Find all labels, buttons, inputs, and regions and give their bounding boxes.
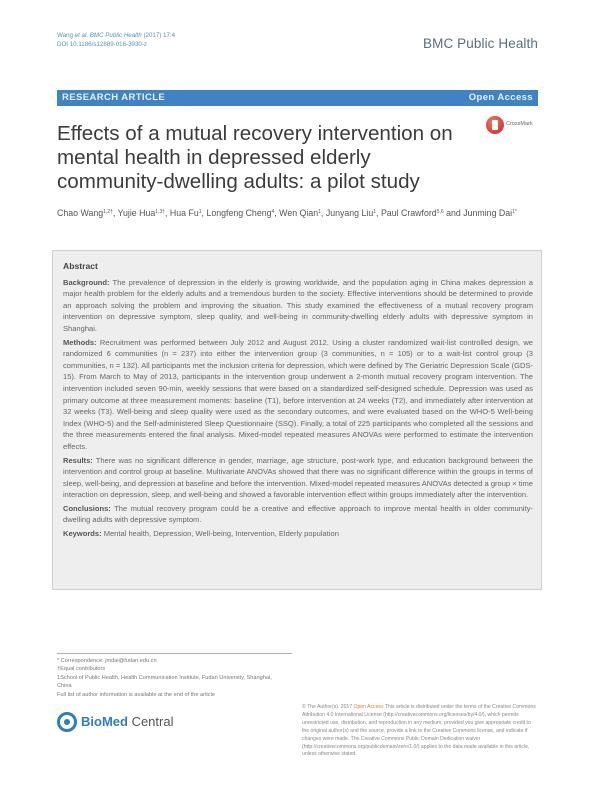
citation-journal: et al. BMC Public Health [74,32,142,39]
abstract-results: Results: There was no significant difference in gender, marriage, age structure, post-work type, and education background between the intervention and control group at baseline. Multivariate ANOVAs showed that there was no significant difference within the groups in terms of sleep, well-being, and depression at baseline and before the intervention. Mixed-model repeated measures ANOVAs detected a group × time interaction on depression, sleep, and well-being and showed a favorable intervention effect within groups immediately after the intervention. [63,455,533,500]
author-affiliation-marker: 1,2† [103,209,113,215]
author-name: Paul Crawford$^{5,6}$ [380,208,444,218]
article-type-banner [57,90,538,106]
abstract-keywords: Keywords: Mental health, Depression, Well-being, Intervention, Elderly population [63,529,339,539]
author-name: Junming Dai$^{1*}$ [463,208,517,218]
author-affiliation-marker: 4 [271,209,275,215]
author-affiliation-marker: 1,3† [155,209,166,215]
abstract-box [52,250,542,590]
author-affiliation-marker: 5,6 [436,209,444,215]
publisher-name: BioMed Central [81,714,174,729]
affiliation-note: 1School of Public Health, Health Communication Institute, Fudan University, Shanghai, China [57,674,272,690]
article-type-label: RESEARCH ARTICLE [62,92,166,103]
author-name: Yujie Hua$^{1,3\dagger}$ [117,208,166,218]
abstract-background: Background: The prevalence of depression in the elderly is growing worldwide, and the population aging in China makes depression a major health problem for the elderly adults and a tremendous burden to the society. Effective interventions should be determined to provide an approach solving the problem and improving the situation. This study examined the effectiveness of a mutual recovery program intervention on depressive symptom, sleep quality, and well-being in community-dwelling elderly adults with depressive symptom in Shanghai. [63,277,533,333]
crossmark-label: CrossMark [506,121,533,127]
citation-year: (2017) 17:4 [141,32,176,39]
footnotes [57,657,287,699]
author-affiliation-marker: 1 [198,209,202,215]
author-name: Chao Wang$^{1,2\dagger}$ [57,208,113,218]
abstract-methods: Methods: Recruitment was performed between July 2012 and August 2012. Using a cluster randomized wait-list controlled design, we randomized 6 communities (n = 237) into either the intervention group (3 communities, n = 105) or to a wait-list control group (3 communities, n = 132). All participants met the inclusion criteria for depression, which were defined by The Geriatric Depression Scale (GDS-15). From March to May of 2013, participants in the intervention group underwent a 2-month mutual recovery program intervention. The intervention included seven 90-min, weekly sessions that were based on a standardized self-designed schedule. Depression was used as primary outcome at three measurement moments: baseline (T1), before intervention at 24 weeks (T2), and immediately after intervention at 32 weeks (T3). Well-being and sleep quality were used as the secondary outcomes, and were evaluated based on the WHO-5 Well-being Index (WHO-5) and the Self-administered Sleep Questionnaire (SSQ). Finally, a total of 225 participants who completed all the sessions and the three measurements entered the final analysis. Mixed-model repeated measures ANOVAs were performed to estimate the intervention effects. [63,337,533,451]
biomed-central-icon [57,712,77,732]
correspondence-email[interactable]: * Correspondence: jmdai@fudan.edu.cn [57,658,157,664]
citation-authors: Wang [57,32,75,39]
open-access-label: Open Access [468,92,533,103]
author-affiliation-marker: 1 [373,209,377,215]
author-list: Chao Wang$^{1,2\dagger}$, Yujie Hua$^{1,3\dagger}$, Hua Fu$^1$, Longfeng Cheng$^4$, Wen Qian$^1$, Junyang Liu$^1$, Paul Crawford$^{5,6}$ and Junming Dai$^{1*}$ [57,208,517,218]
author-info-note: Full list of author information is available at the end of the article [57,691,215,698]
journal-name: BMC Public Health [423,36,538,51]
doi-link[interactable]: DOI 10.1186/s12889-016-3930-z [57,41,148,48]
author-name: Wen Qian$^1$ [279,208,321,218]
author-name: Longfeng Cheng$^4$ [206,208,275,218]
crossmark-badge[interactable] [486,116,540,138]
license-text: © The Author(s). 2017 Open Access This article is distributed under the terms of the Creative Commons Attribution 4.0 International License (http://creativecommons.org/licenses/by/4.0/), which permits unrestricted use, distribution, and reproduction in any medium, provided you give appropriate credit to the original author(s) and the source, provide a link to the Creative Commons license, and indicate if changes were made. The Creative Commons Public Domain Dedication waiver (http://creativecommons.org/publicdomain/zero/1.0/) applies to the data made available in this article, unless otherwise stated. [302,704,536,758]
abstract-conclusions: Conclusions: The mutual recovery program could be a creative and effective approach to improve mental health in older community-dwelling adults with depressive symptom. [63,503,533,525]
article-title: Effects of a mutual recovery intervention on mental health in depressed elderly community-dwelling adults: a pilot study [57,122,453,193]
author-affiliation-marker: 1* [512,209,517,215]
author-name: Hua Fu$^1$ [169,208,202,218]
equal-contributors-note: †Equal contributors [57,666,106,673]
crossmark-icon [486,116,504,134]
publisher-logo[interactable] [57,709,177,735]
abstract-heading: Abstract [63,261,98,271]
author-name: Junyang Liu$^1$ [325,208,377,218]
citation-header [57,31,175,49]
author-affiliation-marker: 1 [318,209,321,215]
footnote-divider [57,653,292,654]
open-access-tag: Open Access [353,704,384,710]
